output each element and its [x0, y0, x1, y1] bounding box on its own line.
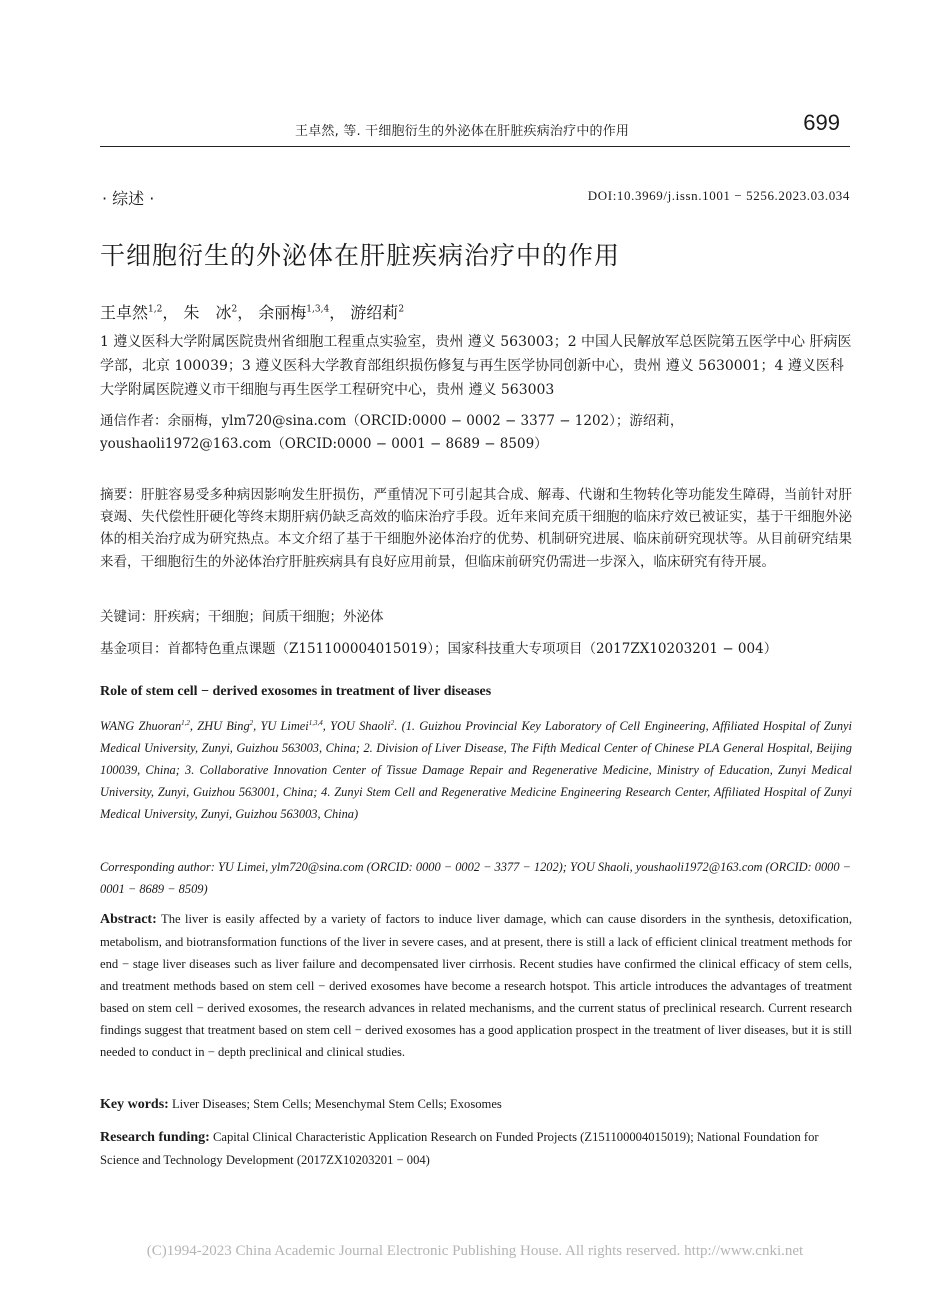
- author-affil-ref-en: 1,2: [181, 719, 190, 727]
- keywords-en-text: Liver Diseases; Stem Cells; Mesenchymal Stem Cells; Exosomes: [168, 1097, 502, 1111]
- article-title-en: Role of stem cell − derived exosomes in treatment of liver diseases: [100, 684, 492, 699]
- abstract-zh-text: 肝脏容易受多种病因影响发生肝损伤，严重情况下可引起其合成、解毒、代谢和生物转化等功能发生障碍，当前针对肝衰竭、失代偿性肝硬化等终末期肝病仍缺乏高效的临床治疗手段。近年来间充质干细胞的临床疗效已被证实，基于干细胞外泌体的相关治疗成为研究热点。本文介绍了基于干细胞外泌体治疗的优势、机制研究进展、临床前研究现状等。从目前研究结果来看，干细胞衍生的外泌体治疗肝脏疾病具有良好应用前景，但临床前研究仍需进一步深入，临床研究有待开展。: [100, 487, 853, 570]
- author-affil-ref-en: 2: [390, 719, 395, 727]
- authors-zh: 王卓然$^{1,2}$， 朱 冰$^2$， 余丽梅$^{1,3,4}$， 游绍莉$^2$: [100, 303, 405, 322]
- affiliations-zh: 1 遵义医科大学附属医院贵州省细胞工程重点实验室，贵州 遵义 563003；2 中国人民解放军总医院第五医学中心 肝病医学部，北京 100039；3 遵义医科大学教育部组织损伤修复与再生医学协同创新中心，贵州 遵义 5630001；4 遵义医科大学附属医院遵义市干细胞与再生医学工程研究中心，贵州 遵义 563003: [100, 334, 852, 398]
- author-affil-ref: 1,2: [148, 304, 163, 315]
- corresponding-author-en: Corresponding author: YU Limei, ylm720@sina.com (ORCID: 0000 − 0002 − 3377 − 1202); YOU Shaoli, youshaoli1972@163.com (ORCID: 0000 − 0001 − 8689 − 8509): [100, 860, 852, 896]
- doi: DOI:10.3969/j.issn.1001 − 5256.2023.03.034: [587, 188, 850, 203]
- funding-zh-text: 首都特色重点课题（Z151100004015019）；国家科技重大专项项目（2017ZX10203201 − 004）: [167, 641, 778, 657]
- author-name-en: ZHU Bing: [197, 719, 250, 734]
- running-title: 王卓然, 等. 干细胞衍生的外泌体在肝脏疾病治疗中的作用: [295, 124, 630, 139]
- author-affil-ref: 2: [398, 304, 405, 315]
- author-name-en: YU Limei: [260, 719, 309, 734]
- author-affil-ref-en: 1,3,4: [308, 719, 323, 727]
- funding-en-label: Research funding:: [100, 1130, 210, 1145]
- keywords-zh-text: 肝疾病；干细胞；间质干细胞；外泌体: [154, 609, 384, 625]
- funding-zh: [100, 637, 777, 657]
- abstract-en-label: Abstract:: [100, 912, 157, 927]
- author-name-en: YOU Shaoli: [330, 719, 391, 734]
- funding-en-text: Capital Clinical Characteristic Application Research on Funded Projects (Z151100004015019); National Foundation for Science and Technology Development (2017ZX10203201 − 004): [100, 1130, 819, 1167]
- author-name: 王卓然: [100, 303, 149, 322]
- page-number: 699: [803, 110, 840, 135]
- article-title-zh: 干细胞衍生的外泌体在肝脏疾病治疗中的作用: [100, 241, 621, 270]
- funding-en: [100, 1126, 852, 1171]
- keywords-en-label: Key words:: [100, 1097, 169, 1112]
- abstract-en-text: The liver is easily affected by a variety of factors to induce liver damage, which can cause disorders in the synthesis, detoxification, metabolism, and biotransformation functions of the liver in severe cases, and at present, there is still a lack of efficient clinical treatment methods for end − stage liver diseases such as liver failure and decompensated liver cirrhosis. Recent studies have confirmed the clinical efficacy of stem cells, and treatment methods based on stem cell − derived exosomes have become a research hotspot. This article introduces the advantages of treatment based on stem cell − derived exosomes, the research advances in related mechanisms, and the current status of preclinical research. Current research findings suggest that treatment based on stem cell − derived exosomes has a good application prospect in the treatment of liver diseases, but it is still needed to conduct in − depth preclinical and clinical studies.: [100, 912, 852, 1059]
- author-name: 朱 冰: [183, 303, 232, 322]
- keywords-en: [100, 1097, 502, 1113]
- abstract-zh: [100, 484, 852, 573]
- abstract-en: [100, 908, 852, 1063]
- author-name-en: WANG Zhuoran: [100, 719, 182, 734]
- author-affil-ref: 1,3,4: [306, 304, 330, 315]
- abstract-zh-label: 摘要：: [100, 487, 142, 503]
- copyright-footer: (C)1994-2023 China Academic Journal Electronic Publishing House. All rights reserved. http://www.cnki.net: [146, 1243, 804, 1259]
- keywords-zh: [100, 605, 384, 625]
- author-affil-ref: 2: [231, 304, 238, 315]
- section-label: · 综述 ·: [102, 189, 155, 208]
- author-affil-ref-en: 2: [249, 719, 254, 727]
- author-name: 余丽梅: [258, 303, 307, 322]
- affiliations-en-text: . (1. Guizhou Provincial Key Laboratory of Cell Engineering, Affiliated Hospital of Zunyi Medical University, Zunyi, Guizhou 563003, China; 2. Division of Liver Disease, The Fifth Medical Center of Chinese PLA General Hospital, Beijing 100039, China; 3. Collaborative Innovation Center of Tissue Damage Repair and Regenerative Medicine, Ministry of Education, Zunyi Medical University, Zunyi, Guizhou 563001, China; 4. Zunyi Stem Cell and Regenerative Medicine Engineering Research Center, Affiliated Hospital of Zunyi Medical University, Zunyi, Guizhou 563003, China): [100, 719, 852, 822]
- corresponding-author-zh: 通信作者：余丽梅，ylm720@sina.com（ORCID:0000 − 0002 − 3377 − 1202）；游绍莉，youshaoli1972@163.com（ORCID:0000 − 0001 − 8689 − 8509）: [100, 413, 684, 452]
- author-name: 游绍莉: [350, 303, 399, 322]
- keywords-zh-label: 关键词：: [100, 609, 154, 625]
- funding-zh-label: 基金项目：: [100, 641, 168, 657]
- running-header: [100, 110, 850, 147]
- affiliations-en: WANG Zhuoran$^{1,2}$, ZHU Bing$^2$, YU Limei$^{1,3,4}$, YOU Shaoli$^2$. (1. Guizhou Provincial Key Laboratory of Cell Engineering, Affiliated Hospital of Zunyi Medical University, Zunyi, Guizhou 563003, China; 2. Division of Liver Disease, The Fifth Medical Center of Chinese PLA General Hospital, Beijing 100039, China; 3. Collaborative Innovation Center of Tissue Damage Repair and Regenerative Medicine, Ministry of Education, Zunyi Medical University, Zunyi, Guizhou 563001, China; 4. Zunyi Stem Cell and Regenerative Medicine Engineering Research Center, Affiliated Hospital of Zunyi Medical University, Zunyi, Guizhou 563003, China): [100, 719, 852, 822]
